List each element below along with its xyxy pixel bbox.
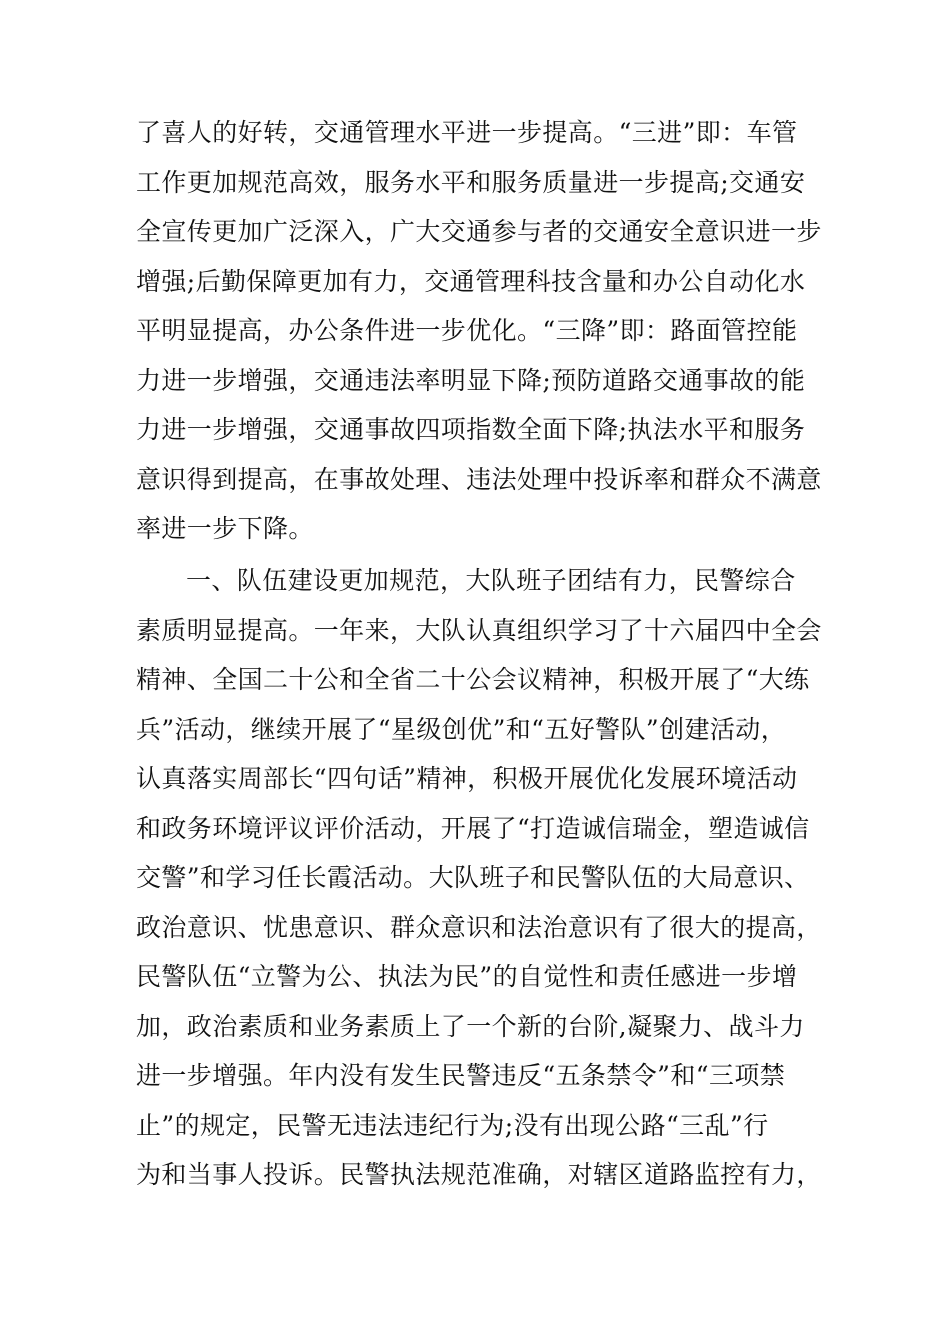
text-line: 率进一步下降。 — [136, 514, 314, 543]
text-line: 交警”和学习任长霞活动。大队班子和民警队伍的大局意识、 — [136, 863, 810, 892]
text-line: 工作更加规范高效，服务水平和服务质量进一步提高;交通安 — [136, 167, 806, 197]
text-line: 和政务环境评议评价活动，开展了“打造诚信瑞金，塑造诚信 — [136, 813, 810, 843]
text-line: 为和当事人投诉。民警执法规范准确，对辖区道路监控有力， — [136, 1160, 822, 1189]
text-line: 平明显提高，办公条件进一步优化。“三降”即：路面管控能 — [136, 316, 798, 345]
text-line: 进一步增强。年内没有发生民警违反“五条禁令”和“三项禁 — [136, 1061, 786, 1090]
text-line: 止”的规定，民警无违法违纪行为;没有出现公路“三乱”行 — [136, 1110, 769, 1140]
text-line: 政治意识、忧患意识、群众意识和法治意识有了很大的提高， — [136, 912, 822, 942]
text-line: 全宣传更加广泛深入，广大交通参与者的交通安全意识进一步 — [136, 217, 822, 246]
text-line: 意识得到提高，在事故处理、违法处理中投诉率和群众不满意 — [136, 464, 822, 494]
text-line: 了喜人的好转，交通管理水平进一步提高。“三进”即：车管 — [136, 118, 798, 147]
text-line: 加，政治素质和业务素质上了一个新的台阶,凝聚力、战斗力 — [136, 1011, 805, 1041]
text-line: 力进一步增强，交通违法率明显下降;预防道路交通事故的能 — [136, 365, 806, 395]
text-line: 增强;后勤保障更加有力，交通管理科技含量和办公自动化水 — [136, 266, 806, 296]
text-line: 民警队伍“立警为公、执法为民”的自觉性和责任感进一步增 — [136, 962, 798, 991]
text-line: 素质明显提高。一年来，大队认真组织学习了十六届四中全会 — [136, 615, 822, 645]
section-one-paragraph — [136, 556, 836, 1200]
paragraph-continued — [136, 108, 836, 554]
text-line: 认真落实周部长“四句话”精神，积极开展优化发展环境活动 — [136, 764, 798, 793]
text-line: 兵”活动，继续开展了“星级创优”和“五好警队”创建活动， — [136, 714, 787, 744]
text-line: 精神、全国二十公和全省二十公会议精神，积极开展了“大练 — [136, 665, 810, 694]
section-heading-line: 一、队伍建设更加规范，大队班子团结有力，民警综合 — [186, 566, 796, 595]
text-line: 力进一步增强，交通事故四项指数全面下降;执法水平和服务 — [136, 415, 806, 444]
